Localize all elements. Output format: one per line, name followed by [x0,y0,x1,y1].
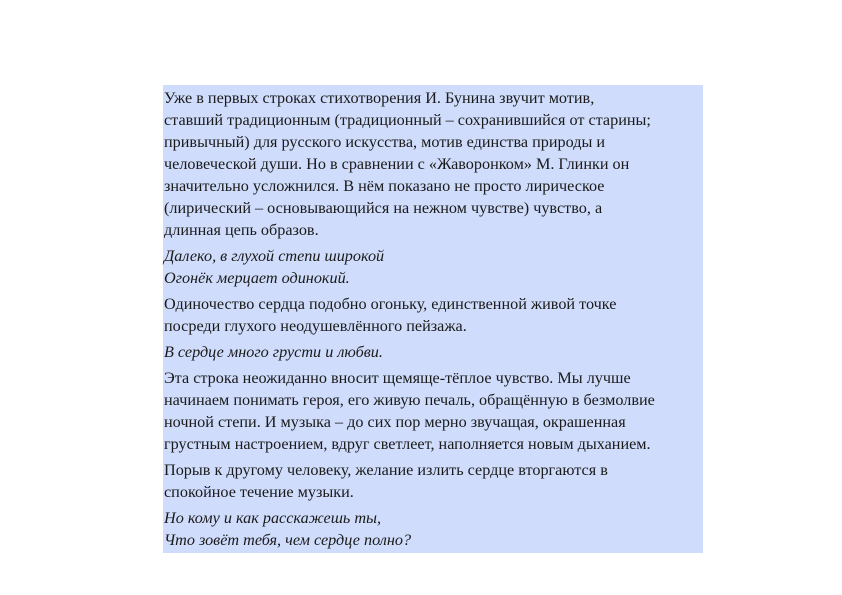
text-line: Одиночество сердца подобно огоньку, единственной живой точке [164,295,617,313]
text-line: начинаем понимать героя, его живую печаль, обращённую в безмолвие [164,391,655,409]
verse-line: В сердце много грусти и любви. [164,343,383,361]
verse-line: Что зовёт тебя, чем сердце полно? [164,531,412,549]
text-line: спокойное течение музыки. [164,483,354,501]
verse-line: Огонёк мерцает одинокий. [164,269,350,287]
verse-quote-2 [164,341,703,363]
text-line: длинная цепь образов. [164,221,319,239]
text-line: Порыв к другому человеку, желание излить сердце вторгаются в [164,461,608,479]
text-box [163,85,703,553]
text-line: (лирический – основывающийся на нежном чувстве) чувство, а [164,199,603,217]
text-line: ставший традиционным (традиционный – сохранившийся от старины; [164,111,651,129]
paragraph-impulse [164,459,703,503]
text-line: значительно усложнился. В нём показано не просто лирическое [164,177,605,195]
text-line: Эта строка неожиданно вносит щемяще-тёплое чувство. Мы лучше [164,369,631,387]
paragraph-warm-feeling [164,367,703,455]
text-line: Уже в первых строках стихотворения И. Бунина звучит мотив, [164,89,595,107]
verse-quote-3 [164,507,703,551]
verse-line: Далеко, в глухой степи широкой [164,247,385,265]
paragraph-loneliness [164,293,703,337]
text-line: ночной степи. И музыка – до сих пор мерно звучащая, окрашенная [164,413,626,431]
text-line: человеческой души. Но в сравнении с «Жаворонком» М. Глинки он [164,155,630,173]
verse-quote-1 [164,245,703,289]
text-line: посреди глухого неодушевлённого пейзажа. [164,317,467,335]
text-line: грустным настроением, вдруг светлеет, наполняется новым дыханием. [164,435,651,453]
paragraph-intro [164,87,703,241]
text-line: привычный) для русского искусства, мотив единства природы и [164,133,606,151]
verse-line: Но кому и как расскажешь ты, [164,509,382,527]
